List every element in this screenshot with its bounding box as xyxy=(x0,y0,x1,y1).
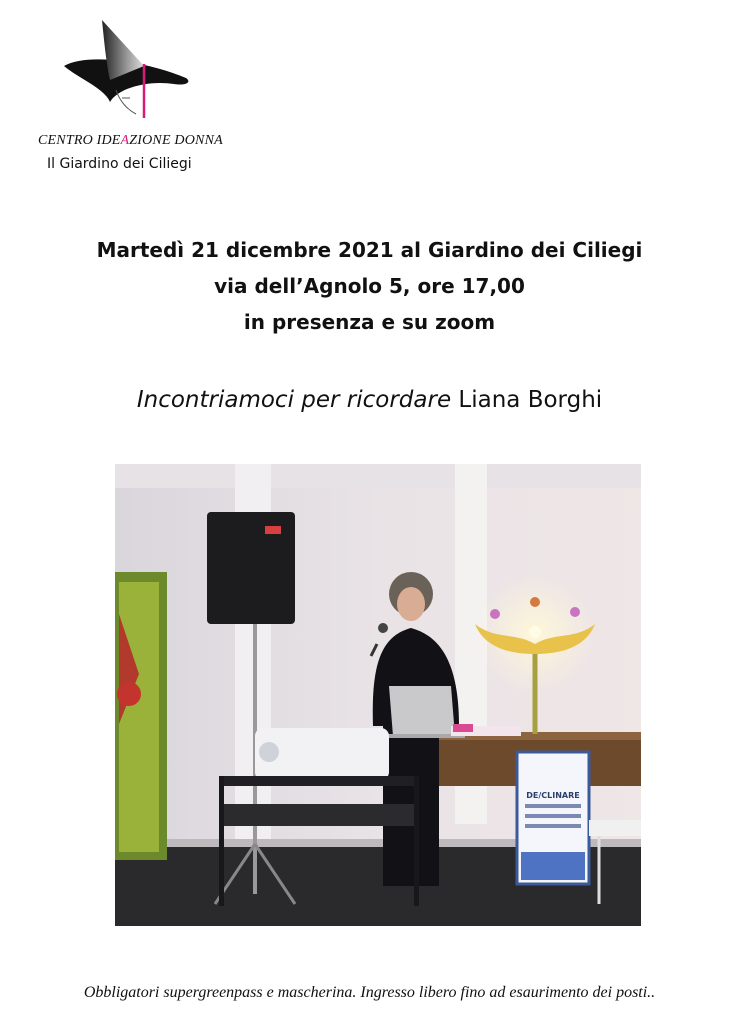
org-name-part2: ZIONE DONNA xyxy=(129,133,223,148)
organization-subtitle: Il Giardino dei Ciliegi xyxy=(47,156,192,172)
event-title-italic: Incontriamoci per ricordare xyxy=(136,387,452,413)
logo-hat-woman-icon xyxy=(58,18,198,122)
event-mode-line: in presenza e su zoom xyxy=(243,310,496,334)
poster-title: DE/CLINARE xyxy=(526,791,580,800)
org-name-accent: A xyxy=(120,133,130,148)
organization-name xyxy=(38,133,223,149)
footer-note: Obbligatori supergreenpass e mascherina. Ingresso libero fino ad esaurimento dei posti.. xyxy=(83,984,656,1001)
event-title-name: Liana Borghi xyxy=(458,387,603,413)
event-address-line: via dell’Agnolo 5, ore 17,00 xyxy=(214,274,525,298)
event-date-line: Martedì 21 dicembre 2021 al Giardino dei Ciliegi xyxy=(96,238,643,262)
event-details xyxy=(0,232,739,340)
org-name-part1: CENTRO IDE xyxy=(38,133,121,148)
event-photo xyxy=(115,464,641,926)
event-title xyxy=(0,387,739,413)
